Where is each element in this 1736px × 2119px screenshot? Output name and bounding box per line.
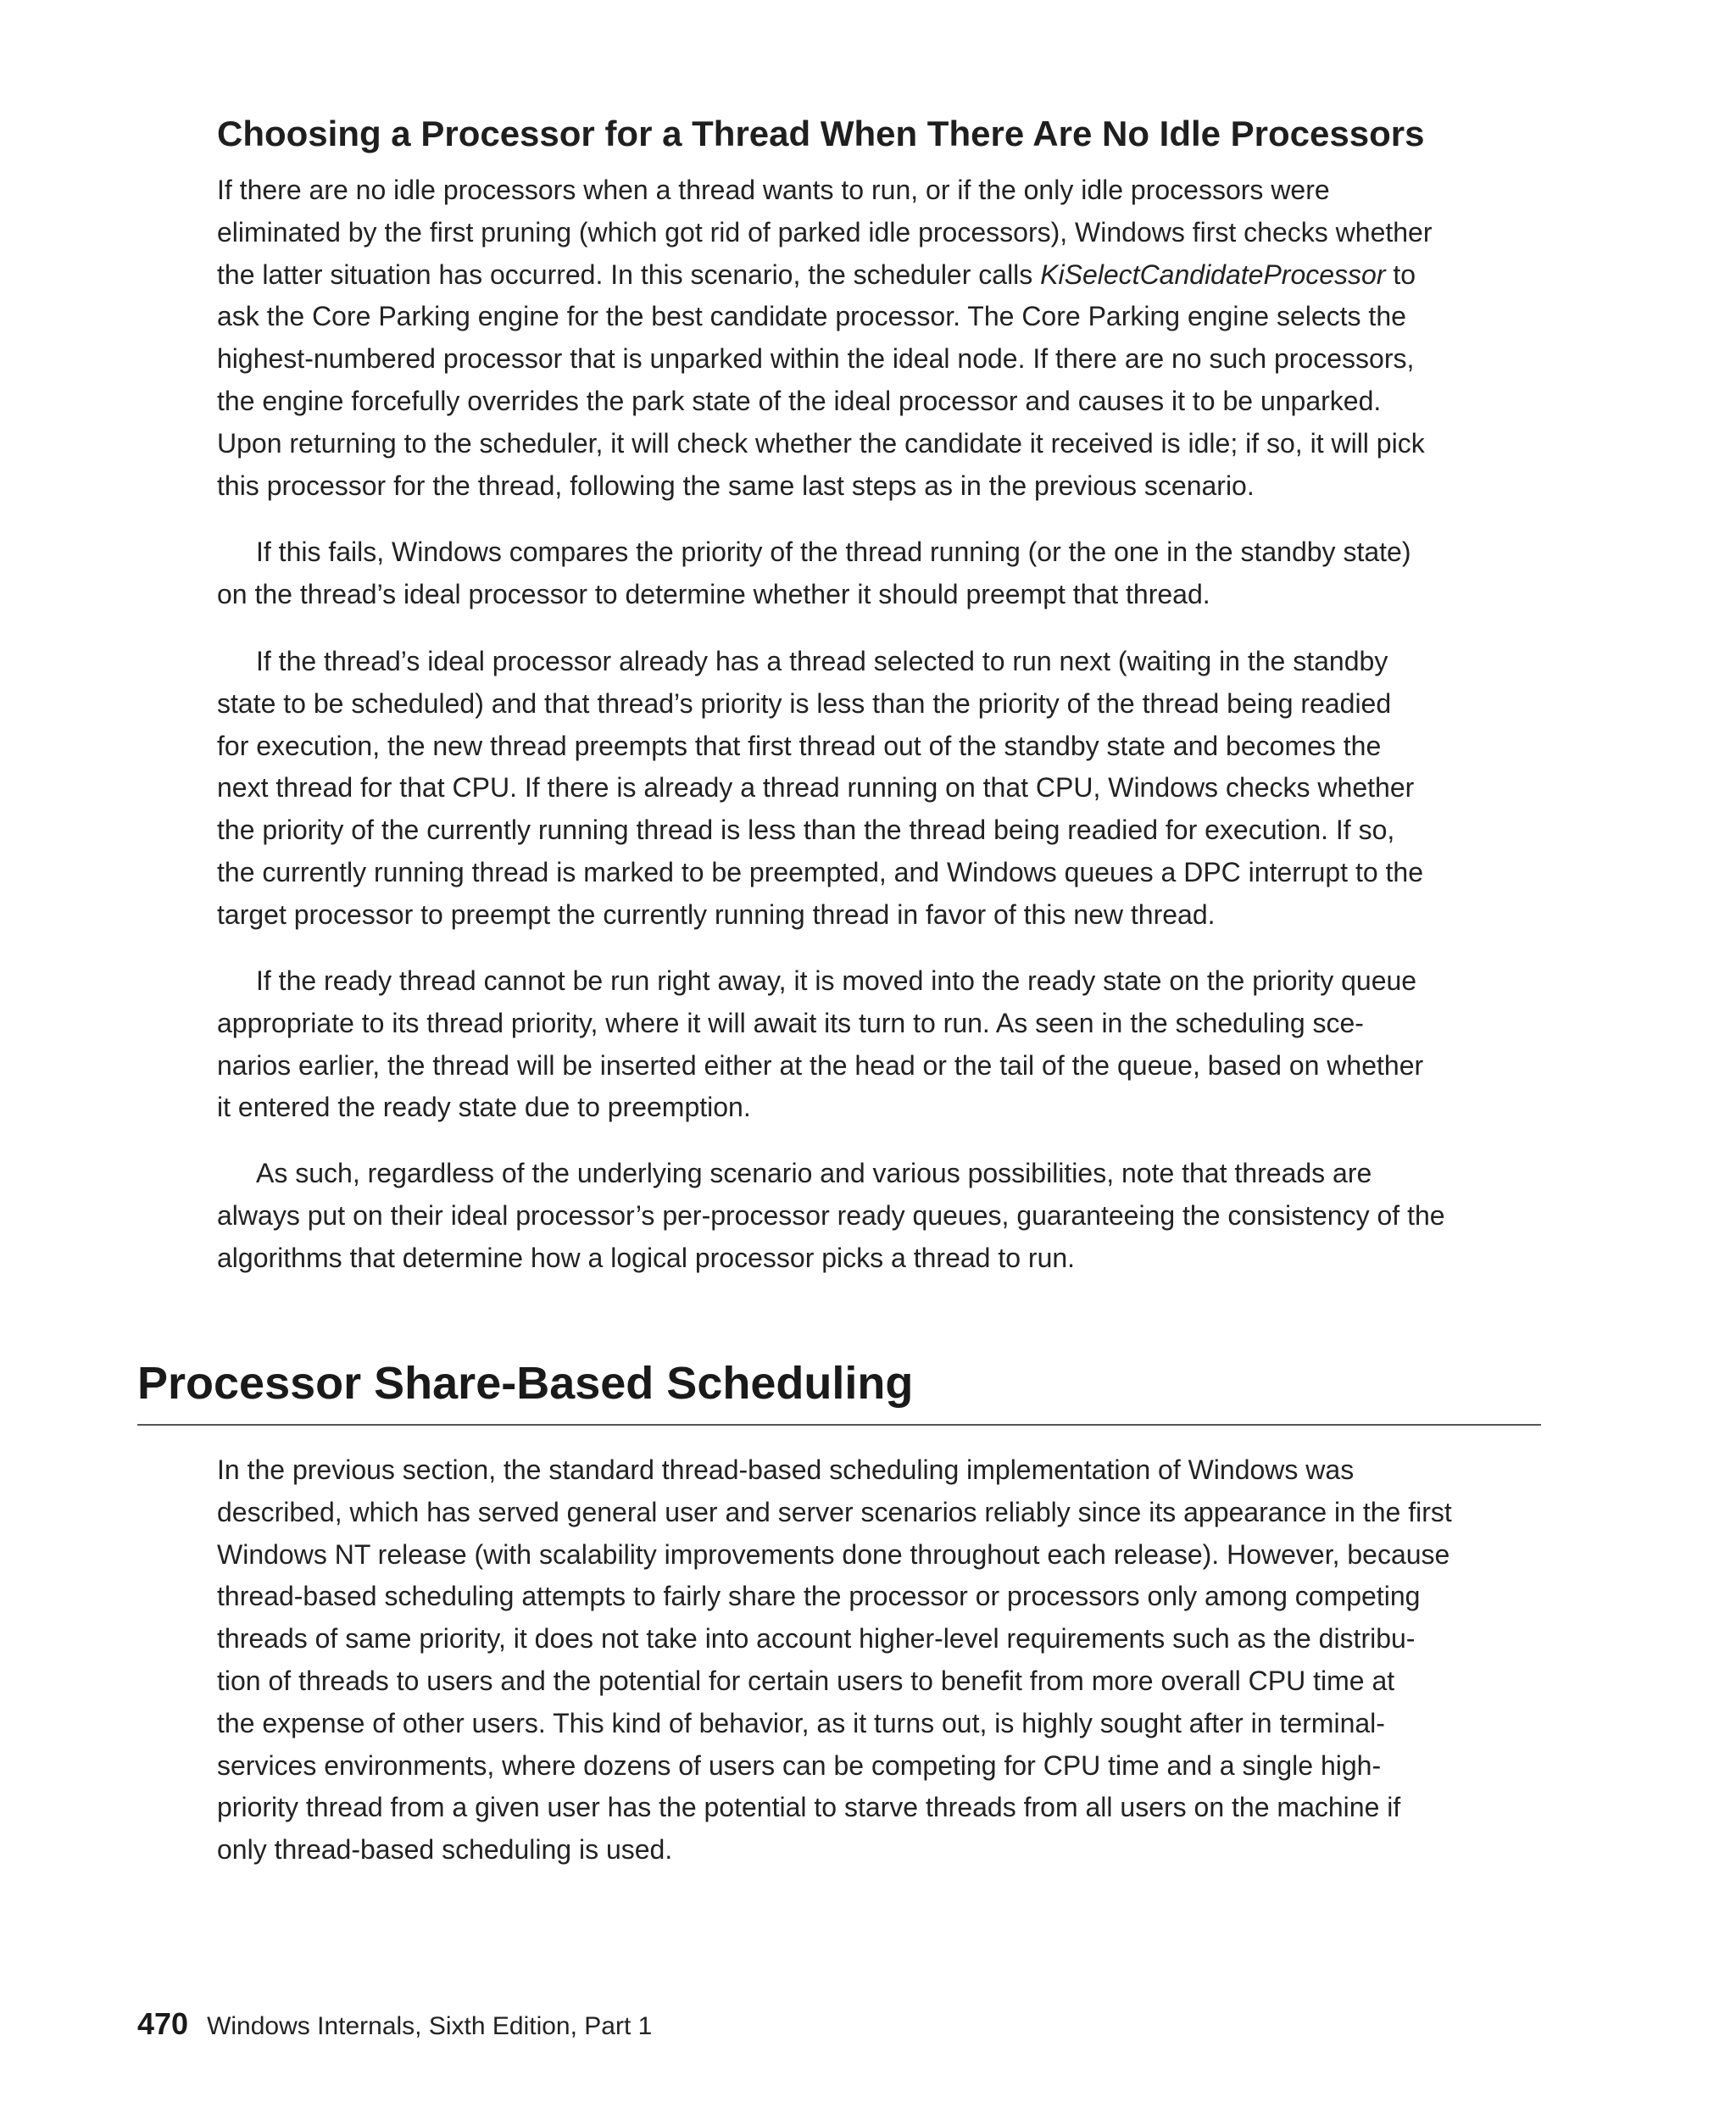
text-line: eliminated by the first pruning (which got rid of parked idle processors), Windows first checks whether xyxy=(217,216,1433,247)
text-line: priority thread from a given user has the potential to starve threads from all users on the machine if xyxy=(217,1792,1401,1823)
function-name: KiSelectCandidateProcessor xyxy=(1040,259,1386,290)
text-line: the priority of the currently running thread is less than the thread being readied for execution. If so, xyxy=(217,815,1395,846)
text-line: described, which has served general user and server scenarios reliably since its appearance in the first xyxy=(217,1496,1452,1527)
text-line: As such, regardless of the underlying scenario and various possibilities, note that threads are xyxy=(256,1158,1372,1188)
text-line: narios earlier, the thread will be inserted either at the head or the tail of the queue, based on whether xyxy=(217,1049,1424,1081)
text-line-segment: to xyxy=(1385,259,1416,290)
text-line: state to be scheduled) and that thread’s priority is less than the priority of the thread being readied xyxy=(217,687,1392,719)
text-line: this processor for the thread, following the same last steps as in the previous scenario. xyxy=(217,470,1255,501)
text-line: the engine forcefully overrides the park state of the ideal processor and causes it to be unparked. xyxy=(217,385,1382,416)
text-line: threads of same priority, it does not take into account higher-level requirements such as the distribu- xyxy=(217,1623,1416,1655)
text-line: Upon returning to the scheduler, it will check whether the candidate it received is idle; if so, it will pick xyxy=(217,427,1425,459)
text-line: only thread-based scheduling is used. xyxy=(217,1834,673,1866)
text-line: on the thread’s ideal processor to determine whether it should preempt that thread. xyxy=(217,578,1210,609)
paragraph-ideal-processor-queues xyxy=(217,1153,1550,1279)
running-title: Windows Internals, Sixth Edition, Part 1 xyxy=(207,2012,653,2040)
page-number: 470 xyxy=(137,2006,189,2041)
text-line: algorithms that determine how a logical processor picks a thread to run. xyxy=(217,1242,1076,1273)
section-title: Processor Share-Based Scheduling xyxy=(137,1358,914,1409)
text-line: If there are no idle processors when a thread wants to run, or if the only idle processors were xyxy=(217,175,1330,205)
text-line-segment: the latter situation has occurred. In this scenario, the scheduler calls xyxy=(217,259,1041,290)
text-line xyxy=(217,254,1550,297)
text-line: If the ready thread cannot be run right away, it is moved into the ready state on the priority queue xyxy=(256,965,1417,996)
text-line: Windows NT release (with scalability improvements done throughout each release). However, because xyxy=(217,1538,1450,1570)
text-line: the currently running thread is marked to be preempted, and Windows queues a DPC interrupt to the xyxy=(217,856,1423,887)
text-line: appropriate to its thread priority, where it will await its turn to run. As seen in the scheduling sce- xyxy=(217,1007,1364,1038)
text-line: thread-based scheduling attempts to fairly share the processor or processors only among competing xyxy=(217,1581,1421,1612)
subsection-title: Choosing a Processor for a Thread When There Are No Idle Processors xyxy=(217,114,1425,153)
paragraph-core-parking xyxy=(217,170,1550,507)
section-divider xyxy=(137,1424,1541,1426)
text-line: target processor to preempt the currently running thread in favor of this new thread. xyxy=(217,898,1216,930)
text-line: it entered the ready state due to preemption. xyxy=(217,1092,751,1123)
text-line: If the thread’s ideal processor already has a thread selected to run next (waiting in the standby xyxy=(256,646,1388,676)
text-line: for execution, the new thread preempts that first thread out of the standby state and becomes the xyxy=(217,730,1382,761)
text-line: always put on their ideal processor’s per-processor ready queues, guaranteeing the consistency of the xyxy=(217,1199,1445,1231)
paragraph-standby-preemption xyxy=(217,641,1550,937)
text-line: If this fails, Windows compares the priority of the thread running (or the one in the standby state) xyxy=(256,537,1411,567)
paragraph-compare-priority xyxy=(217,531,1550,616)
paragraph-share-based-intro xyxy=(217,1449,1550,1872)
text-line: services environments, where dozens of users can be competing for CPU time and a single high- xyxy=(217,1749,1382,1781)
text-line: highest-numbered processor that is unparked within the ideal node. If there are no such processors, xyxy=(217,343,1415,375)
text-line: tion of threads to users and the potential for certain users to benefit from more overall CPU time at xyxy=(217,1665,1395,1696)
text-line: the expense of other users. This kind of behavior, as it turns out, is highly sought after in terminal- xyxy=(217,1707,1385,1738)
text-line: ask the Core Parking engine for the best candidate processor. The Core Parking engine selects the xyxy=(217,301,1406,332)
page-footer xyxy=(137,2005,652,2043)
text-line: In the previous section, the standard thread-based scheduling implementation of Windows was xyxy=(217,1454,1355,1485)
paragraph-ready-queue xyxy=(217,960,1550,1129)
text-line: next thread for that CPU. If there is already a thread running on that CPU, Windows checks whether xyxy=(217,772,1415,804)
